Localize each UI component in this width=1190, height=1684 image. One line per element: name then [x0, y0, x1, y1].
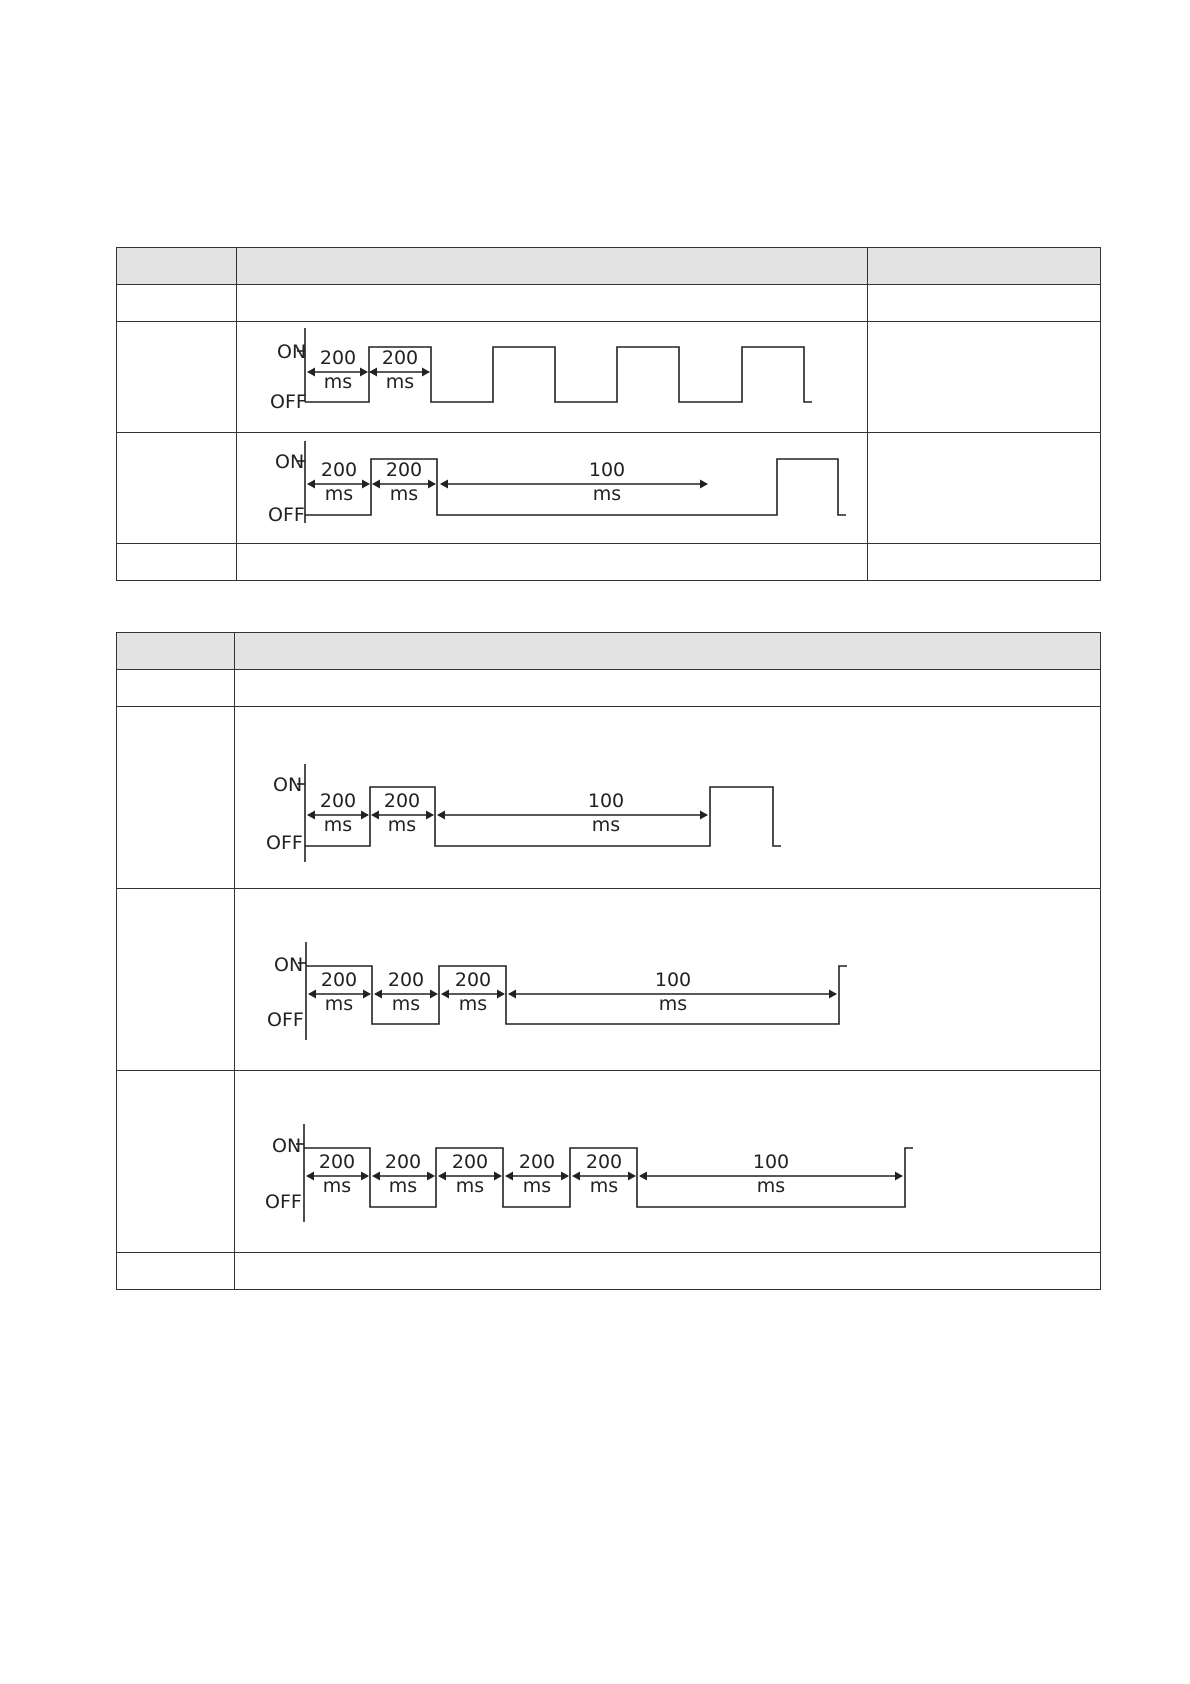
table-2-header-cell: [235, 633, 1101, 670]
table-row: [117, 1071, 1101, 1253]
on-label: ON: [273, 774, 303, 796]
waveform-cell: [235, 1071, 1101, 1253]
duration-arrow: [508, 969, 837, 1015]
duration-value: 200: [384, 1151, 422, 1173]
duration-unit: ms: [756, 1175, 786, 1197]
timing-diagram-1a: [237, 322, 868, 432]
table-cell: [237, 544, 868, 581]
duration-arrow: [372, 459, 436, 505]
table-cell: [117, 544, 237, 581]
off-label: OFF: [268, 504, 305, 526]
table-row: [117, 1253, 1101, 1290]
table-cell: [117, 889, 235, 1071]
duration-arrow: [372, 1151, 435, 1197]
off-label: OFF: [267, 1009, 304, 1031]
duration-arrow: [639, 1151, 903, 1197]
duration-value: 200: [320, 459, 358, 481]
duration-unit: ms: [391, 993, 421, 1015]
duration-value: 200: [319, 347, 357, 369]
duration-arrow: [307, 790, 369, 836]
table-cell: [117, 285, 237, 322]
on-label: ON: [274, 954, 304, 976]
duration-unit: ms: [389, 483, 419, 505]
timing-diagram-2c: [235, 1071, 1101, 1252]
table-row: [117, 322, 1101, 433]
table-2-header-cell: [117, 633, 235, 670]
on-label: ON: [275, 451, 305, 473]
on-label: ON: [272, 1135, 302, 1157]
duration-value: 200: [387, 969, 425, 991]
duration-arrow: [438, 1151, 502, 1197]
waveform-cell: [237, 322, 868, 433]
duration-value: 200: [518, 1151, 556, 1173]
table-2-header-row: [117, 633, 1101, 670]
duration-value: 200: [381, 347, 419, 369]
table-cell: [235, 670, 1101, 707]
duration-value: 200: [319, 790, 357, 812]
table-cell: [117, 1253, 235, 1290]
table-cell: [868, 544, 1101, 581]
table-1-header-cell: [117, 248, 237, 285]
table-row: [117, 285, 1101, 322]
duration-value: 200: [451, 1151, 489, 1173]
off-label: OFF: [266, 832, 303, 854]
duration-unit: ms: [387, 814, 417, 836]
duration-unit: ms: [589, 1175, 619, 1197]
table-row: [117, 889, 1101, 1071]
duration-arrow: [307, 347, 368, 393]
duration-unit: ms: [455, 1175, 485, 1197]
duration-unit: ms: [324, 483, 354, 505]
table-row: [117, 670, 1101, 707]
waveform-cell: [237, 433, 868, 544]
duration-value: 200: [318, 1151, 356, 1173]
table-cell: [117, 1071, 235, 1253]
waveform-cell: [235, 707, 1101, 889]
duration-arrow: [308, 969, 371, 1015]
table-cell: [235, 1253, 1101, 1290]
duration-arrow: [505, 1151, 569, 1197]
duration-unit: ms: [324, 993, 354, 1015]
duration-value: 200: [454, 969, 492, 991]
duration-unit: ms: [458, 993, 488, 1015]
duration-arrow: [307, 459, 370, 505]
timing-diagram-1b: [237, 433, 868, 543]
timing-diagram-2b: [235, 889, 1101, 1070]
off-label: OFF: [270, 391, 307, 413]
on-label: ON: [277, 341, 307, 363]
duration-unit: ms: [323, 371, 353, 393]
table-cell: [117, 670, 235, 707]
table-1-header-cell: [237, 248, 868, 285]
waveform-cell: [235, 889, 1101, 1071]
duration-arrow: [441, 969, 505, 1015]
duration-arrow: [440, 459, 708, 505]
duration-value: 200: [585, 1151, 623, 1173]
duration-value: 200: [383, 790, 421, 812]
duration-arrow: [437, 790, 708, 836]
duration-arrow: [374, 969, 438, 1015]
table-row: [117, 433, 1101, 544]
duration-unit: ms: [591, 814, 621, 836]
duration-value: 100: [752, 1151, 790, 1173]
duration-unit: ms: [323, 814, 353, 836]
duration-unit: ms: [592, 483, 622, 505]
duration-arrow: [369, 347, 430, 393]
duration-unit: ms: [522, 1175, 552, 1197]
duration-value: 200: [385, 459, 423, 481]
table-1-header-row: [117, 248, 1101, 285]
duration-arrow: [306, 1151, 369, 1197]
duration-value: 100: [587, 790, 625, 812]
table-2: [116, 632, 1101, 1290]
duration-unit: ms: [658, 993, 688, 1015]
table-cell: [868, 322, 1101, 433]
table-row: [117, 544, 1101, 581]
duration-arrow: [572, 1151, 636, 1197]
duration-unit: ms: [322, 1175, 352, 1197]
table-row: [117, 707, 1101, 889]
duration-value: 100: [588, 459, 626, 481]
timing-diagram-2a: [235, 707, 1101, 888]
table-cell: [117, 433, 237, 544]
duration-arrow: [371, 790, 434, 836]
table-cell: [868, 433, 1101, 544]
duration-unit: ms: [385, 371, 415, 393]
off-label: OFF: [265, 1191, 302, 1213]
table-cell: [237, 285, 868, 322]
duration-value: 200: [320, 969, 358, 991]
duration-value: 100: [654, 969, 692, 991]
duration-unit: ms: [388, 1175, 418, 1197]
table-1: [116, 247, 1101, 581]
table-1-header-cell: [868, 248, 1101, 285]
table-cell: [868, 285, 1101, 322]
table-cell: [117, 707, 235, 889]
table-cell: [117, 322, 237, 433]
